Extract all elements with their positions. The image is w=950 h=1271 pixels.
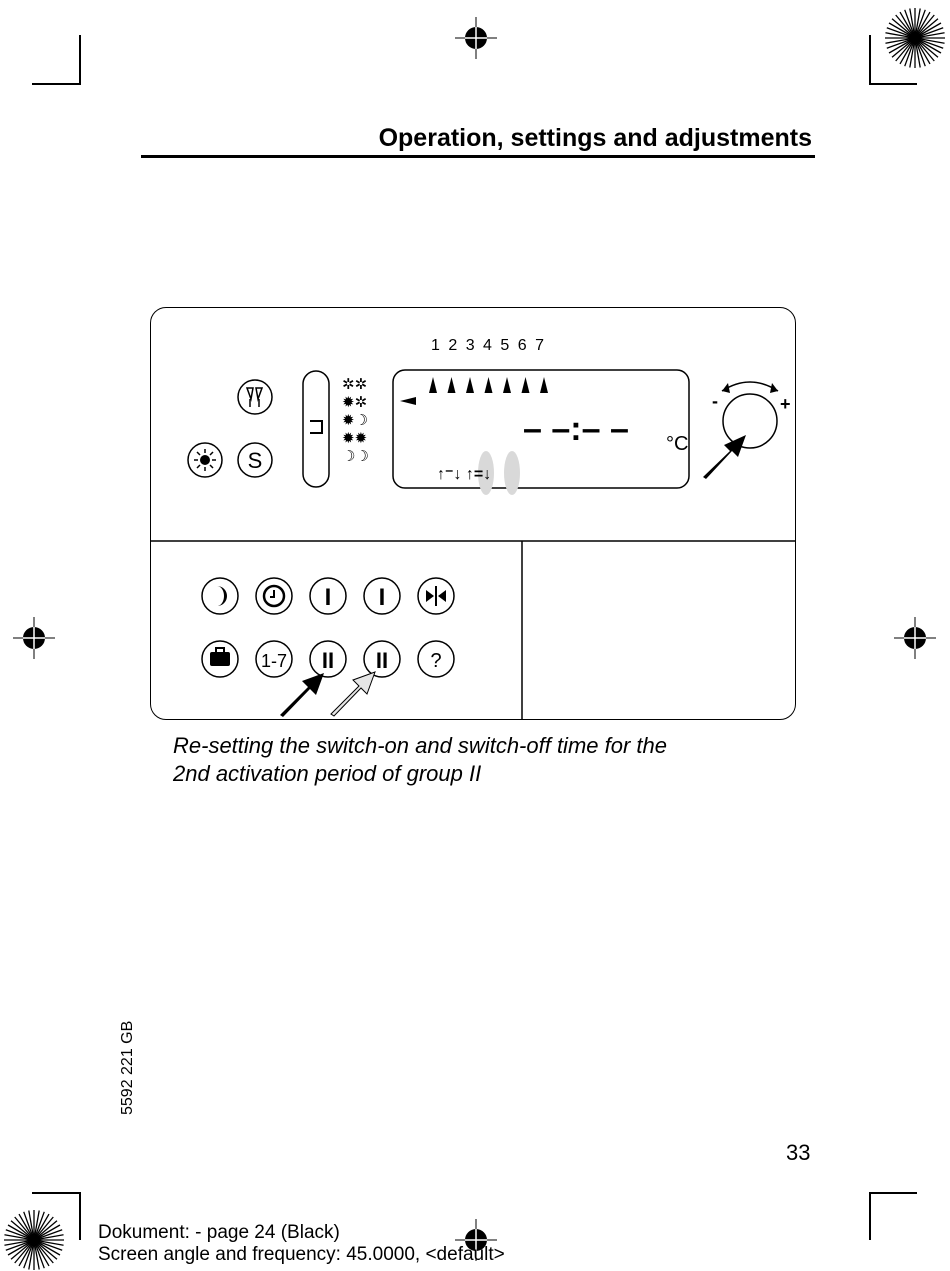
page-title: Operation, settings and adjustments [378, 124, 812, 152]
mode-symbols [342, 376, 369, 465]
status-symbols: ↑⁻↓ ↑=↓ [437, 466, 492, 483]
registration-mark-top [455, 17, 497, 59]
control-panel-drawing [150, 307, 796, 720]
standby-button [238, 443, 272, 477]
caption-line-2: 2nd activation period of group II [173, 761, 482, 786]
star-target-top-right [885, 8, 945, 68]
holiday-button [202, 641, 238, 677]
star-target-bottom-left [4, 1210, 64, 1270]
group-i-button-1 [310, 578, 346, 614]
time-display: – –:– – [523, 410, 629, 448]
grey-arrow-group-ii [331, 672, 375, 716]
help-button [418, 641, 454, 677]
svg-text:✹✹: ✹✹ [342, 430, 368, 447]
caption-line-1: Re-setting the switch-on and switch-off time for the [173, 733, 667, 758]
black-arrow-dial [703, 435, 746, 479]
svg-text:?: ? [430, 650, 442, 672]
days-button [256, 641, 292, 677]
mode-selector [303, 371, 329, 487]
page-number: 33 [786, 1140, 811, 1165]
figure-caption [173, 732, 667, 788]
svg-text:✹✲: ✹✲ [342, 394, 368, 411]
svg-text:II: II [375, 648, 389, 673]
temp-unit: °C [666, 433, 689, 455]
svg-text:1-7: 1-7 [260, 651, 288, 671]
svg-text:☽☽: ☽☽ [342, 448, 369, 465]
clock-button [256, 578, 292, 614]
sun-button [188, 443, 222, 477]
registration-mark-right [894, 617, 936, 659]
black-arrow-group-ii [280, 673, 324, 717]
footer-line-2: Screen angle and frequency: 45.0000, <default> [98, 1244, 505, 1265]
print-footer [98, 1222, 505, 1266]
svg-text:✹☽: ✹☽ [342, 412, 369, 429]
svg-text:-: - [712, 391, 718, 411]
group-i-button-2 [364, 578, 400, 614]
group-ii-button-2 [364, 641, 400, 677]
button-row-2 [202, 641, 454, 677]
svg-text:I: I [324, 584, 332, 611]
svg-text:II: II [321, 648, 335, 673]
group-ii-button-1 [310, 641, 346, 677]
footer-line-1: Dokument: - page 24 (Black) [98, 1222, 340, 1243]
title-rule [141, 155, 815, 158]
button-row-1 [202, 578, 454, 614]
lcd-display [393, 370, 689, 495]
adjust-dial [712, 382, 791, 448]
svg-text:5592 221 GB: 5592 221 GB [119, 1020, 136, 1115]
document-code [104, 1010, 144, 1120]
party-button [238, 380, 272, 414]
registration-mark-left [13, 617, 55, 659]
day-numbers: 1 2 3 4 5 6 7 [431, 337, 546, 354]
night-button [202, 578, 238, 614]
svg-text:S: S [247, 448, 263, 473]
svg-text:✲✲: ✲✲ [342, 376, 368, 393]
split-button [418, 578, 454, 614]
svg-text:+: + [780, 394, 791, 414]
svg-text:I: I [378, 584, 386, 611]
